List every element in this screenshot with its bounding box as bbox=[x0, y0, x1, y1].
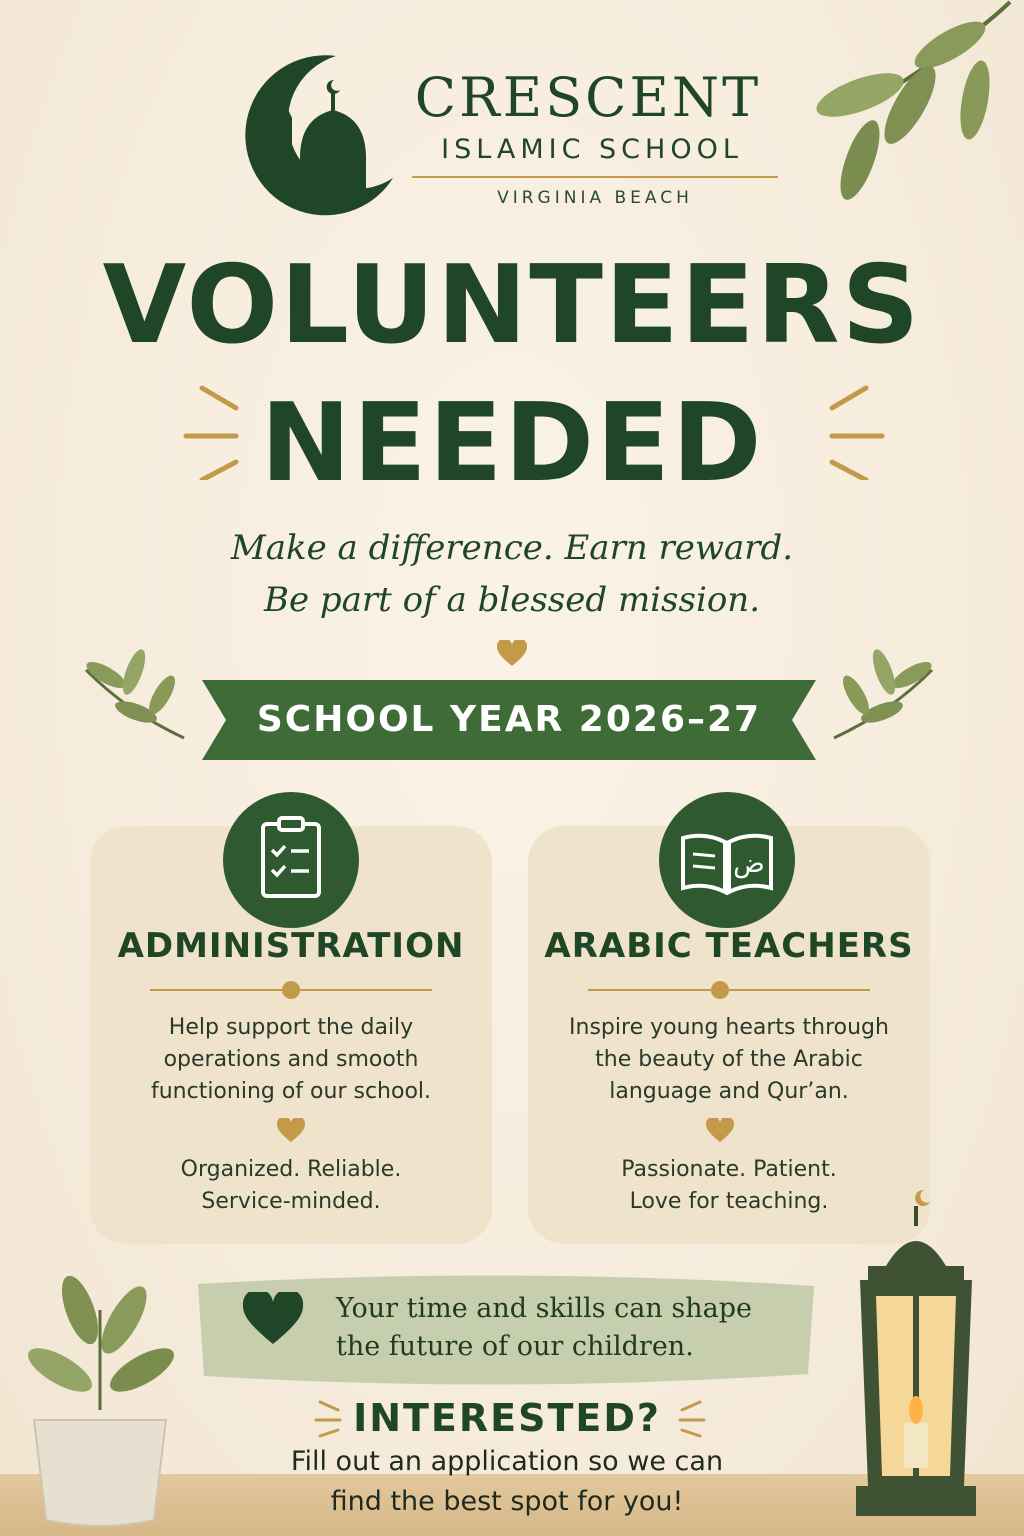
description-line: Help support the daily bbox=[168, 1015, 414, 1040]
brand-divider bbox=[412, 176, 778, 178]
spark-right-icon bbox=[808, 380, 888, 480]
brand-location: VIRGINIA BEACH bbox=[497, 188, 693, 208]
heart-icon bbox=[497, 640, 527, 668]
role-divider-dot bbox=[282, 981, 300, 999]
spark-left-icon bbox=[180, 380, 260, 480]
role-icon-circle bbox=[223, 792, 359, 928]
open-book-arabic-icon bbox=[659, 792, 795, 928]
arabic-glyph: ض bbox=[733, 849, 765, 879]
headline-line1: VOLUNTEERS bbox=[102, 243, 922, 368]
banner-message bbox=[336, 1290, 776, 1366]
description-line: operations and smooth bbox=[163, 1047, 419, 1072]
description-line: the beauty of the Arabic bbox=[595, 1047, 863, 1072]
role-description-administration bbox=[90, 1012, 492, 1108]
role-title-administration: ADMINISTRATION bbox=[117, 926, 465, 966]
role-title-arabic-teachers: ARABIC TEACHERS bbox=[544, 926, 914, 966]
description-line: Inspire young hearts through bbox=[569, 1015, 889, 1040]
role-divider bbox=[588, 989, 870, 991]
trait-line: Passionate. Patient. bbox=[621, 1157, 837, 1182]
leaf-sprig-right-icon bbox=[830, 640, 942, 740]
lantern-icon bbox=[846, 1186, 986, 1536]
role-traits-administration bbox=[90, 1154, 492, 1218]
banner-line: Your time and skills can shape bbox=[336, 1293, 752, 1324]
clipboard-checklist-icon bbox=[223, 792, 359, 928]
cta-line2: find the best spot for you! bbox=[330, 1486, 684, 1517]
cta-line1: Fill out an application so we can bbox=[290, 1446, 724, 1477]
trait-line: Service-minded. bbox=[201, 1189, 381, 1214]
brand-name: CRESCENT bbox=[414, 66, 762, 129]
role-description-arabic-teachers bbox=[528, 1012, 930, 1108]
description-line: language and Qur’an. bbox=[609, 1079, 849, 1104]
crescent-mosque-logo bbox=[228, 48, 398, 218]
tagline-line1: Make a difference. Earn reward. bbox=[230, 528, 794, 568]
cta-heading: INTERESTED? bbox=[353, 1396, 661, 1440]
trait-line: Organized. Reliable. bbox=[180, 1157, 402, 1182]
trait-line: Love for teaching. bbox=[629, 1189, 829, 1214]
leaf-sprig-left-icon bbox=[76, 640, 188, 740]
headline-line2: NEEDED bbox=[260, 381, 764, 506]
description-line: functioning of our school. bbox=[150, 1079, 432, 1104]
heart-icon bbox=[277, 1118, 305, 1144]
role-icon-circle bbox=[659, 792, 795, 928]
heart-icon bbox=[706, 1118, 734, 1144]
school-year-label: SCHOOL YEAR 2026–27 bbox=[256, 699, 762, 740]
tagline-line2: Be part of a blessed mission. bbox=[263, 580, 761, 620]
potted-plant-icon bbox=[20, 1270, 180, 1536]
olive-branch-icon bbox=[800, 0, 1024, 215]
brand-subtitle: ISLAMIC SCHOOL bbox=[441, 134, 743, 165]
heart-icon bbox=[242, 1292, 304, 1348]
banner-line: the future of our children. bbox=[336, 1331, 694, 1362]
role-divider-dot bbox=[711, 981, 729, 999]
